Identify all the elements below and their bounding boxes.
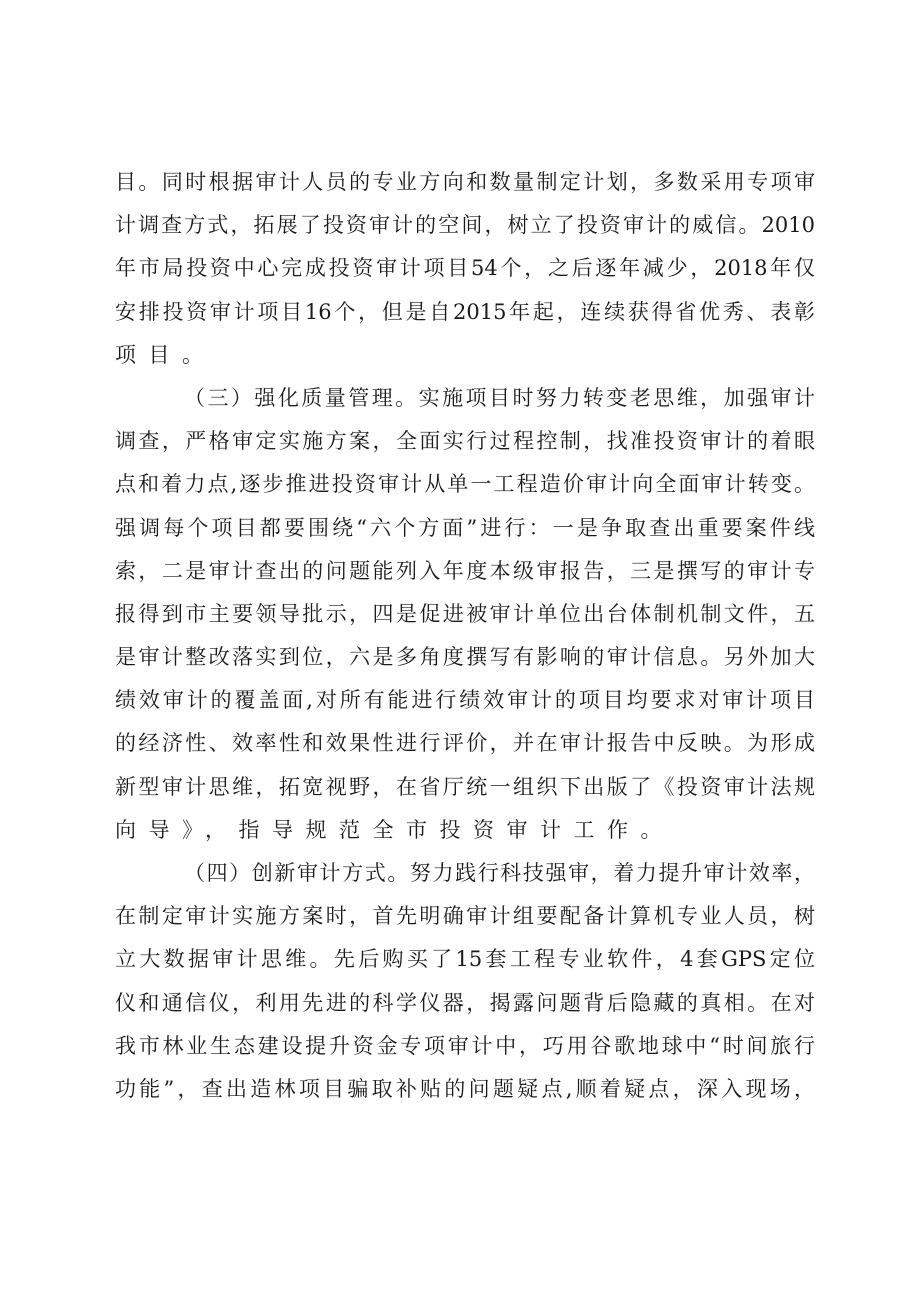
text-line: 调查，严格审定实施方案，全面实行过程控制，找准投资审计的着眼 [115, 429, 815, 454]
text-line: 新型审计思维，拓宽视野，在省厅统一组织下出版了《投资审计法规 [115, 774, 815, 799]
text-line: 点和着力点,逐步推进投资审计从单一工程造价审计向全面审计转变。 [115, 472, 815, 497]
text-line: 我市林业生态建设提升资金专项审计中，巧用谷歌地球中“时间旅行 [115, 1033, 815, 1058]
text-line: 在制定审计实施方案时，首先明确审计组要配备计算机专业人员，树 [115, 904, 815, 929]
text-line: 安排投资审计项目16个，但是自2015年起，连续获得省优秀、表彰 [115, 299, 815, 324]
text-line: 向导》，指导规范全市投资审计工作。 [115, 817, 674, 842]
text-line: 年市局投资中心完成投资审计项目54个，之后逐年减少，2018年仅 [115, 256, 815, 281]
section-heading-line: （三）强化质量管理。实施项目时努力转变老思维，加强审计 [184, 385, 815, 410]
text-line: 的经济性、效率性和效果性进行评价，并在审计报告中反映。为形成 [115, 731, 815, 756]
text-line: 报得到市主要领导批示，四是促进被审计单位出台体制机制文件，五 [115, 601, 815, 626]
text-line: 功能”，查出造林项目骗取补贴的问题疑点,顺着疑点，深入现场， [115, 1076, 815, 1101]
text-line: 计调查方式，拓展了投资审计的空间，树立了投资审计的威信。2010 [115, 213, 815, 238]
text-line: 仪和通信仪，利用先进的科学仪器，揭露问题背后隐藏的真相。在对 [115, 990, 815, 1015]
text-line: 立大数据审计思维。先后购买了15套工程专业软件，4套GPS定位 [115, 947, 815, 972]
text-line: 强调每个项目都要围绕“六个方面”进行：一是争取查出重要案件线 [115, 515, 815, 540]
text-line: 项目。 [115, 342, 216, 367]
text-line: 绩效审计的覆盖面,对所有能进行绩效审计的项目均要求对审计项目 [115, 688, 815, 713]
text-line: 是审计整改落实到位，六是多角度撰写有影响的审计信息。另外加大 [115, 645, 815, 670]
section-heading-line: （四）创新审计方式。努力践行科技强审，着力提升审计效率， [184, 861, 815, 885]
document-page [115, 161, 815, 1111]
text-line: 目。同时根据审计人员的专业方向和数量制定计划，多数采用专项审 [115, 170, 815, 194]
text-line: 索，二是审计查出的问题能列入年度本级审报告，三是撰写的审计专 [115, 558, 815, 583]
